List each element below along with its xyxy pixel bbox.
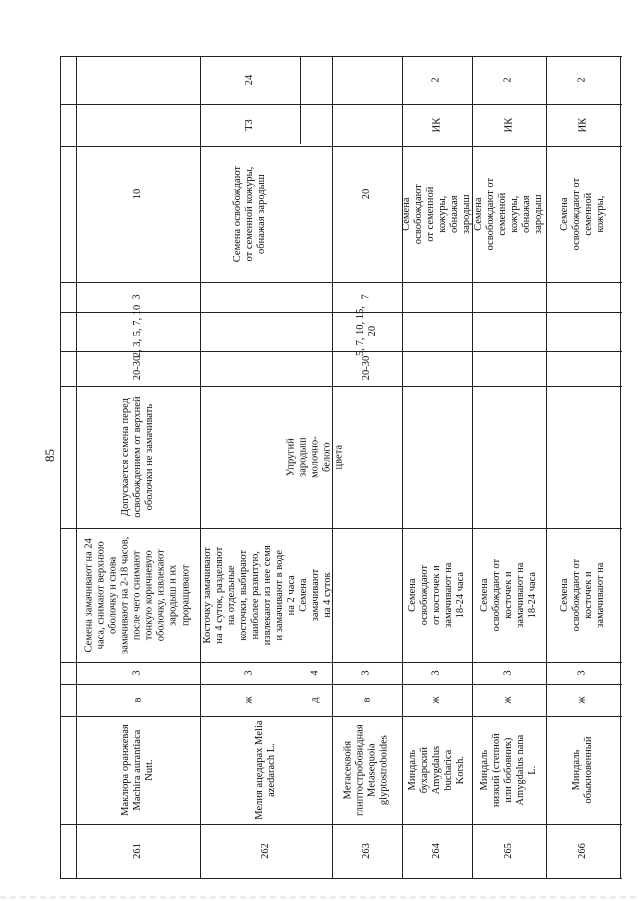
species-name: Миндаль низкий (степной или бобовник) Amygdalus nana L.: [478, 733, 539, 807]
cell-c4: 3: [502, 670, 514, 676]
cell-preparation: Семена освобождают от косточек и замачивают на 18-24 часа: [406, 562, 467, 628]
cell-c4: 3: [576, 670, 588, 676]
cell-c4: 3: [243, 670, 255, 676]
cell-preparation: Семена освобождают от косточек и замачивают на 18-24 часа: [478, 558, 539, 632]
cell-note-sub: Упругий зародыш молочно-белого цвета: [285, 436, 346, 478]
cell-c4: 3: [131, 670, 143, 676]
cell-hours: 2: [502, 77, 514, 83]
cell-germination-day: 10: [131, 188, 143, 200]
cell-temperature: 20-30: [360, 356, 372, 381]
cell-preparation-sub: Семена замачивают на 4 суток: [297, 568, 334, 622]
row-number: 266: [576, 843, 588, 859]
row-number: 263: [360, 843, 372, 859]
row-number: 265: [502, 843, 514, 859]
cell-c3: в: [360, 697, 372, 703]
cell-method: ТЗ: [243, 119, 255, 131]
cell-c3: ж: [430, 696, 442, 704]
row-number: 261: [131, 843, 143, 859]
table-grid: [60, 56, 622, 878]
cell-c3: ж: [243, 696, 255, 704]
cell-note: Допускается семена перед освобождением от верхней оболочки не замачивать: [119, 396, 156, 518]
cell-count-days: 2, 3, 5, 7, 10: [131, 305, 143, 358]
cell-preparation: Семена освобождают от косточек и замачивают на: [558, 558, 607, 632]
cell-energy-day: 3: [131, 294, 143, 300]
cell-c3: ж: [576, 696, 588, 704]
cell-energy-day: 7: [360, 294, 372, 300]
row-number: 264: [430, 843, 442, 859]
cell-c3: ж: [502, 696, 514, 704]
scan-artifact: [0, 896, 640, 899]
cell-c4-sub: 4: [309, 670, 321, 676]
cell-hours: 2: [430, 77, 442, 83]
cell-hours: 2: [576, 77, 588, 83]
species-name: Маклюра оранжевая Machira aurantiaca Nutt.: [119, 724, 156, 816]
row-number: 262: [259, 843, 271, 859]
cell-c3: в: [131, 697, 143, 703]
cell-viability-prep: Семена освобождают от семенной кожуры, обнажая зародыш: [231, 165, 268, 263]
cell-method: ИК: [502, 117, 514, 133]
cell-viability-prep: Семена освобождают от семенной кожуры, обнажая зародыш: [472, 177, 545, 251]
page-number: 85: [42, 449, 57, 462]
species-name: Мелия ацедарах Melia azedarach L.: [253, 720, 277, 820]
cell-method: ИК: [576, 117, 588, 133]
cell-c4: 3: [360, 670, 372, 676]
species-name: Миндаль бухарский Amygdalus bucharica Korsh.: [406, 745, 467, 795]
cell-method: ИК: [430, 117, 442, 133]
species-name: Миндаль обыкновенный: [570, 736, 594, 804]
cell-c3-sub: д: [309, 697, 321, 703]
species-name: Метасеквойя глиптостробовидная Metasequoia glyptostroboides: [342, 724, 391, 816]
cell-temperature: 20-30: [131, 356, 143, 381]
cell-preparation: Косточку замачивают на 4 суток, разделяют на отдельные косточки, выбирают наиболее развитую, извлекают из нее семя и замачивают в воде на 2 часа: [201, 545, 298, 645]
cell-count-days: 5, 7, 10, 15, 20: [354, 306, 378, 357]
cell-viability-prep: Семена освобождают от семенной кожуры, обнажая зародыш: [400, 183, 473, 245]
cell-c4: 3: [430, 670, 442, 676]
cell-viability-prep: Семена освобождают от семенной кожуры,: [558, 177, 607, 251]
cell-preparation: Семена замачивают на 24 часа, снимают верхнюю оболочку и снова замачивают на 2-18 часов, после чего снимают тонкую коричневую оболочку, извлекают зародыш и их проращивают: [83, 536, 192, 654]
cell-germination-day: 20: [360, 188, 372, 200]
cell-hours: 24: [243, 74, 255, 86]
